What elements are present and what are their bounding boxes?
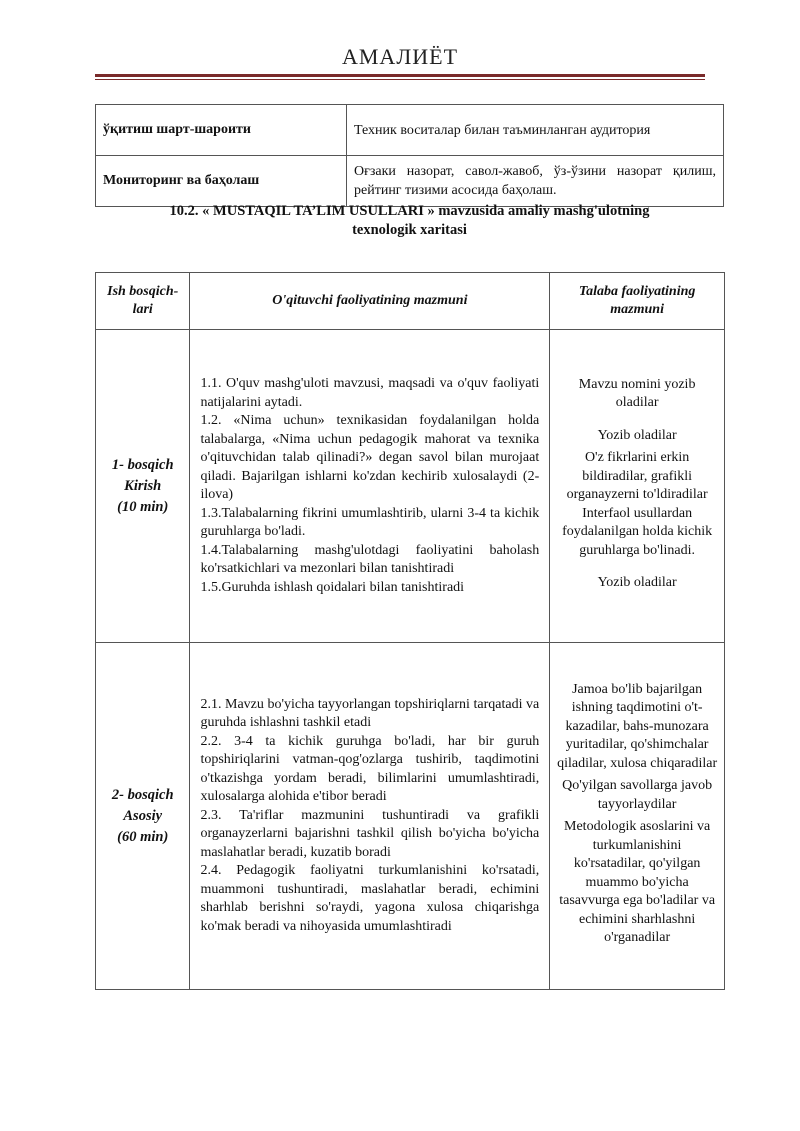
- student-activity-cell: [550, 643, 725, 990]
- subtitle-line-2: texnologik xaritasi: [352, 222, 467, 238]
- student-step: Qo'yilgan savollarga javob tayyorlaydilar: [562, 778, 713, 812]
- student-step: O'z fikrlarini erkin bildiradilar, grafikli organayzerni to'ldiradilar Interfaol usullardan foydalanilgan holda kichik guruhlarga bo'linadi.: [562, 450, 713, 558]
- conditions-table: [95, 104, 724, 207]
- stage-number: 1- bosqich: [111, 456, 174, 473]
- table-row: [96, 330, 725, 643]
- monitoring-value: Оғзаки назорат, савол-жавоб, ўз-ўзини назорат қилиш, рейтинг тизими асосида баҳолаш.: [347, 156, 724, 207]
- teacher-step: 2.3. Ta'riflar mazmunini tushuntiradi va grafikli organayzerlarni bajarishni tashkil qilish bo'yicha bo'yicha maslahatlar beradi, kuzatib boradi: [200, 807, 540, 860]
- stage-name: Asosiy: [123, 807, 163, 824]
- table-row: [96, 643, 725, 990]
- conditions-value: Техник воситалар билан таъминланган аудитория: [347, 105, 724, 156]
- student-step: Mavzu nomini yozib oladilar: [578, 376, 696, 410]
- monitoring-key: Мониторинг ва баҳолаш: [96, 156, 347, 207]
- header-teacher: O'qituvchi faoliyatining mazmuni: [190, 273, 550, 330]
- teacher-step: 1.4.Talabalarning mashg'ulotdagi faoliyatini baholash ko'rsatkichlari va mezonlari bilan tanishtiradi: [200, 542, 540, 576]
- stage-name: Kirish: [124, 477, 162, 494]
- stage-cell: [96, 643, 190, 990]
- teacher-activity-cell: [190, 330, 550, 643]
- student-step: Metodologik asoslarini va turkumlanishini ko'rsatadilar, qo'yilgan muammo bo'yicha tasavvurga ega bo'ladilar va echimini sharhlashni o'rganadilar: [559, 819, 716, 945]
- teacher-step: 1.5.Guruhda ishlash qoidalari bilan tanishtiradi: [200, 579, 465, 595]
- student-step: Jamoa bo'lib bajarilgan ishning taqdimotini o't-kazadilar, bahs-munozara yuritadilar, qo'shimchalar qiladilar, xulosa chiqaradilar: [557, 681, 718, 771]
- teacher-step: 2.4. Pedagogik faoliyatni turkumlanishini ko'rsatadi, muammoni tushuntiradi, maslahatlar beradi, echimini sharhlab berishni so'raydi, yagona xulosa chiqarishga ko'mak beradi va nihoyasida umumlashtiradi: [200, 863, 540, 934]
- header-rule: [95, 74, 705, 77]
- header-rule-thin: [95, 79, 705, 80]
- conditions-key: ўқитиш шарт-шароити: [96, 105, 347, 156]
- table-header-row: [96, 273, 725, 330]
- student-step: Yozib oladilar: [597, 427, 677, 443]
- teacher-step: 2.1. Mavzu bo'yicha tayyorlangan topshiriqlarni tarqatadi va guruhda ishlashni tashkil etadi: [200, 696, 540, 731]
- stage-cell: [96, 330, 190, 643]
- teacher-step: 2.2. 3-4 ta kichik guruhga bo'ladi, har bir guruh topshiriqlarini vatman-qog'ozlarga tushirib, taqdimotini o'tkazishga yordam beradi, bilimlarini umumlashtiradi, xulosalarga alohida e'tibor beradi: [200, 733, 540, 805]
- header-student: Talaba faoliyatining mazmuni: [550, 273, 725, 330]
- stage-duration: (10 min): [117, 498, 169, 515]
- technology-map-table: [95, 272, 725, 990]
- student-activity-cell: [550, 330, 725, 643]
- teacher-step: 1.2. «Nima uchun» texnikasidan foydalanilgan holda talabalarga, «Nima uchun pedagogik mahorat va texnika o'qituvchidan talab qilinadi?» degan savol bilan murojaat qiladi. Bajarilgan ishlarni ko'zdan kechirib xulosalaydi (2-ilova): [200, 413, 540, 502]
- teacher-activity-cell: [190, 643, 550, 990]
- teacher-step: 1.1. O'quv mashg'uloti mavzusi, maqsadi va o'quv faoliyati natijalarini aytadi.: [200, 376, 540, 410]
- table-row: [96, 105, 724, 156]
- stage-number: 2- bosqich: [111, 786, 174, 803]
- table-row: [96, 156, 724, 207]
- page-title: АМАЛИЁТ: [341, 44, 459, 69]
- section-subtitle: [95, 202, 724, 240]
- student-step: Yozib oladilar: [597, 575, 677, 590]
- header-stage: Ish bosqich-lari: [96, 273, 190, 330]
- teacher-step: 1.3.Talabalarning fikrini umumlashtirib, ularni 3-4 ta kichik guruhlarga bo'ladi.: [200, 505, 540, 539]
- stage-duration: (60 min): [117, 828, 169, 845]
- subtitle-line-1: 10.2. « MUSTAQIL TA’LIM USULLARI » mavzusida amaliy mashg'ulotning: [169, 203, 650, 219]
